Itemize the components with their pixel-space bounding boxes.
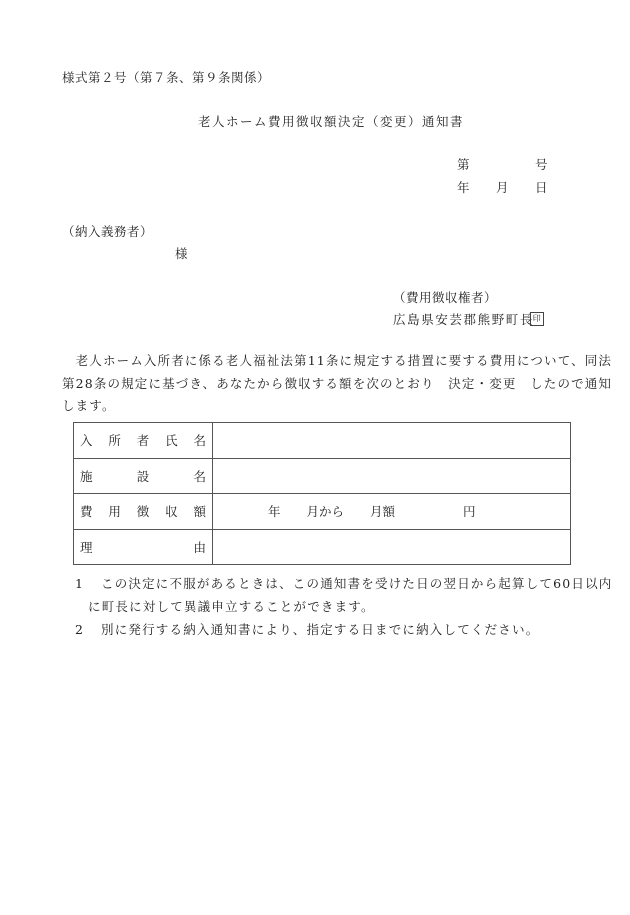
- note-2: [75, 619, 539, 642]
- note-1-text: この決定に不服があるときは、この通知書を受けた日の翌日から起算して60日以内: [101, 576, 613, 591]
- body-line-1: 老人ホーム入所者に係る老人福祉法第11条に規定する措置に要する費用について、同法: [62, 353, 613, 368]
- table-row-facility-name: [74, 458, 571, 494]
- document-title: 老人ホーム費用徴収額決定（変更）通知書: [198, 114, 465, 129]
- fee-month-from: 月から: [306, 504, 345, 520]
- body-line-3: します。: [62, 398, 116, 413]
- value-fee-amount[interactable]: [213, 494, 571, 530]
- info-table: [73, 422, 571, 565]
- label-facility-name: 施 設 名: [74, 458, 213, 494]
- body-line-2: 第28条の規定に基づき、あなたから徴収する額を次のとおり 決定・変更 したので通知: [62, 375, 613, 391]
- form-number: 様式第２号（第７条、第９条関係）: [62, 70, 271, 85]
- note-2-text: 別に発行する納入通知書により、指定する日までに納入してください。: [101, 622, 540, 637]
- body-paragraph: [62, 350, 612, 418]
- label-reason: 理 由: [74, 529, 213, 565]
- seal-icon: 印: [530, 312, 544, 326]
- date-month: 月: [496, 180, 510, 195]
- label-fee-amount: 費 用 徴 収 額: [74, 494, 213, 530]
- table-row-reason: [74, 529, 571, 565]
- value-reason[interactable]: [213, 529, 571, 565]
- note-1-continued: に町長に対して異議申立することができます。: [88, 599, 375, 614]
- document-number-prefix: 第: [457, 157, 471, 172]
- payer-honorific: 様: [175, 246, 189, 261]
- date-day: 日: [535, 180, 549, 195]
- note-1-number: 1: [75, 576, 85, 591]
- label-resident-name: 入 所 者 氏 名: [74, 423, 213, 459]
- value-facility-name[interactable]: [213, 458, 571, 494]
- note-1: [75, 573, 613, 596]
- collector-label: （費用徴収権者）: [393, 290, 498, 305]
- value-resident-name[interactable]: [213, 423, 571, 459]
- note-2-number: 2: [75, 622, 85, 637]
- table-row-fee-amount: [74, 494, 571, 530]
- fee-year: 年: [268, 504, 281, 520]
- collector-name: 広島県安芸郡熊野町長: [393, 312, 535, 327]
- document-number-suffix: 号: [535, 157, 549, 172]
- fee-monthly: 月額: [370, 504, 396, 520]
- fee-yen: 円: [463, 504, 476, 520]
- table-row-resident-name: [74, 423, 571, 459]
- payer-label: （納入義務者）: [62, 224, 154, 239]
- date-year: 年: [457, 180, 471, 195]
